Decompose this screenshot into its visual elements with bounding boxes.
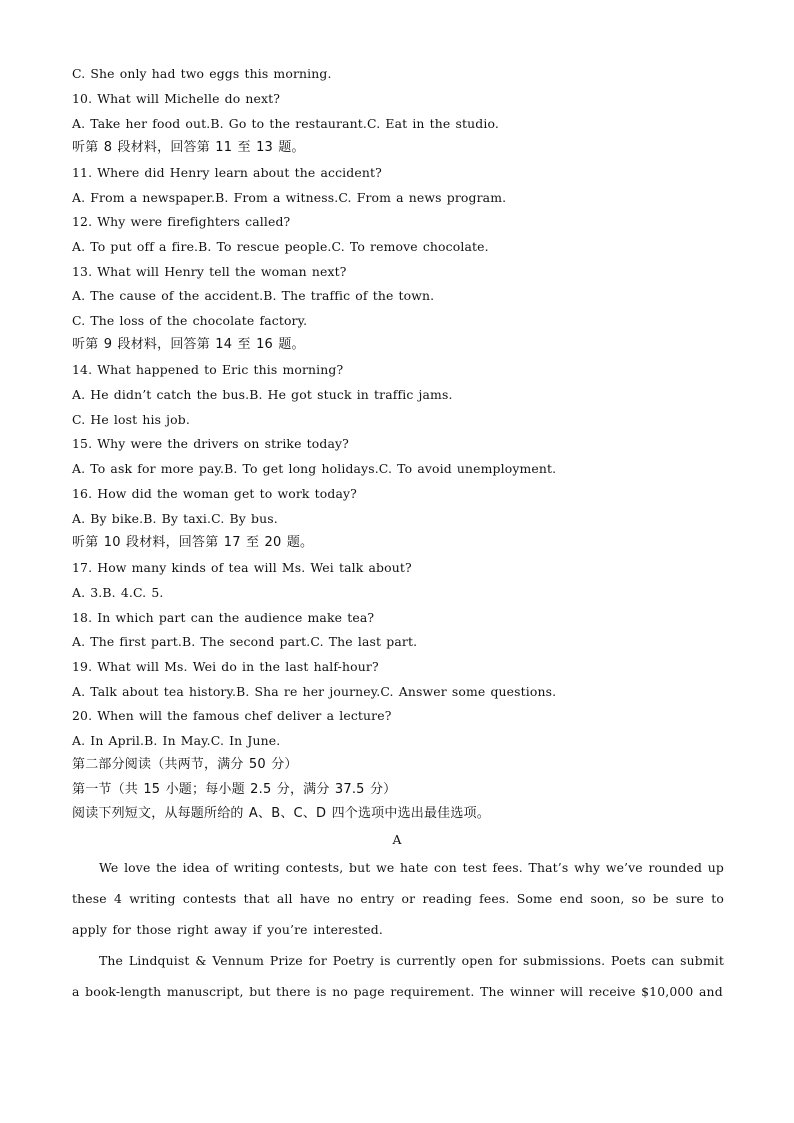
question-13: 13. What will Henry tell the woman next? [72,264,347,279]
paragraph-2-text: The Lindquist & Vennum Prize for Poetry is currently open for submissions. Poets can submit a book-length manuscript, but there is no page requirement. The winner will receive $10,000 and [72,953,724,999]
question-11: 11. Where did Henry learn about the accident? [72,165,382,180]
answer-options-12: A. To put off a fire.B. To rescue people.C. To remove chocolate. [72,239,489,254]
answer-options-16: A. By bike.B. By taxi.C. By bus. [72,511,278,526]
answer-option-line: C. She only had two eggs this morning. [72,66,332,81]
reading-instruction: 阅读下列短文，从每题所给的 A、B、C、D 四个选项中选出最佳选项。 [72,806,490,821]
answer-options-17: A. 3.B. 4.C. 5. [72,585,164,600]
answer-options-18: A. The first part.B. The second part.C. The last part. [72,634,418,649]
answer-options-20: A. In April.B. In May.C. In June. [72,733,281,748]
question-20: 20. When will the famous chef deliver a lecture? [72,708,392,723]
question-18: 18. In which part can the audience make tea? [72,610,375,625]
section-instruction-8: 听第 8 段材料，回答第 11 至 13 题。 [72,140,305,155]
section-instruction-10: 听第 10 段材料，回答第 17 至 20 题。 [72,535,314,550]
passage-heading: A [392,832,402,847]
question-19: 19. What will Ms. Wei do in the last half-hour? [72,659,379,674]
question-14: 14. What happened to Eric this morning? [72,362,344,377]
section-instruction-9: 听第 9 段材料，回答第 14 至 16 题。 [72,337,305,352]
paragraph-1-text: We love the idea of writing contests, but we hate con test fees. That’s why we’ve rounded up these 4 writing contests that all have no entry or reading fees. Some end soon, so be sure to apply for those right away if you’re interested. [72,860,724,937]
answer-options-15: A. To ask for more pay.B. To get long holidays.C. To avoid unemployment. [72,461,557,476]
passage-paragraph-1 [72,852,724,945]
passage-paragraph-2 [72,945,724,1007]
answer-options-10: A. Take her food out.B. Go to the restaurant.C. Eat in the studio. [72,116,499,131]
answer-options-13-c: C. The loss of the chocolate factory. [72,313,308,328]
answer-options-11: A. From a newspaper.B. From a witness.C. From a news program. [72,190,507,205]
question-15: 15. Why were the drivers on strike today? [72,436,349,451]
answer-options-19: A. Talk about tea history.B. Sha re her journey.C. Answer some questions. [72,684,557,699]
section-one-heading: 第一节（共 15 小题；每小题 2.5 分，满分 37.5 分） [72,782,397,797]
answer-options-14-ab: A. He didn’t catch the bus.B. He got stuck in traffic jams. [72,387,453,402]
answer-options-14-c: C. He lost his job. [72,412,190,427]
question-12: 12. Why were firefighters called? [72,214,291,229]
question-17: 17. How many kinds of tea will Ms. Wei talk about? [72,560,412,575]
question-10: 10. What will Michelle do next? [72,91,281,106]
part-two-heading: 第二部分阅读（共两节，满分 50 分） [72,757,298,772]
question-16: 16. How did the woman get to work today? [72,486,357,501]
answer-options-13-ab: A. The cause of the accident.B. The traffic of the town. [72,288,435,303]
